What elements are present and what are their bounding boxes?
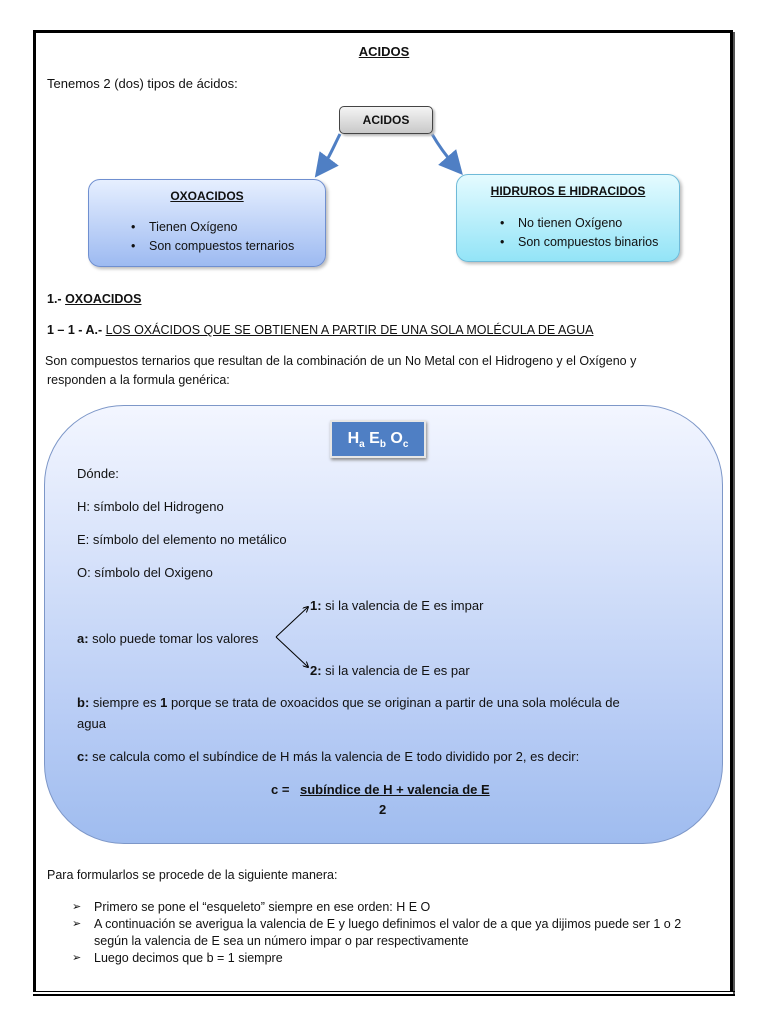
e-definition: E: símbolo del elemento no metálico [77,532,287,547]
procedure-item-text-line-2: según la valencia de E sea un número impar o par respectivamente [94,934,469,948]
arrow-bullet-icon: ➢ [72,901,82,913]
hidruros-box-list [492,214,658,252]
arrow-bullet-icon: ➢ [72,952,82,964]
c-equation-denominator: 2 [379,802,387,817]
procedure-item-text: A continuación se averigua la valencia de E y luego definimos el valor de a que ya dijimos puede ser 1 o 2 [94,917,682,931]
b-definition [77,695,620,710]
page-title: ACIDOS [358,44,410,59]
section-1-title: OXOACIDOS [65,292,142,306]
list-item: • Son compuestos binarios [492,233,658,252]
list-item [72,916,681,950]
a-option-2-number: 2: [310,663,322,678]
formula-o: O [390,430,403,447]
b-one: 1 [160,695,168,710]
section-1-number: 1.- [47,292,62,306]
a-text: solo puede tomar los valores [88,631,259,646]
a-label: a: [77,631,89,646]
bottom-rule [33,991,735,992]
diagram-root-label: ACIDOS [362,113,410,127]
a-option-1 [310,598,483,613]
donde-label: Dónde: [77,466,119,481]
a-definition [77,631,258,646]
a-option-2 [310,663,470,678]
intro-text: Tenemos 2 (dos) tipos de ácidos: [47,76,238,91]
c-label: c: [77,749,89,764]
b-label: b: [77,695,90,710]
c-equation-numerator: subíndice de H + valencia de E [300,782,490,797]
a-option-1-text: si la valencia de E es impar [321,598,484,613]
formula-a: a [359,439,365,451]
list-item [72,950,681,967]
a-option-2-text: si la valencia de E es par [321,663,470,678]
section-1-1-title: LOS OXÁCIDOS QUE SE OBTIENEN A PARTIR DE UNA SOLA MOLÉCULA DE AGUA [105,323,594,337]
arrow-to-1 [276,607,308,637]
diagram-root-box [339,106,433,134]
procedure-item-text: Luego decimos que b = 1 siempre [94,951,283,965]
list-item: • Tienen Oxígeno [123,218,294,237]
list-item: • No tienen Oxígeno [492,214,658,233]
procedure-item-text: Primero se pone el “esqueleto” siempre en ese orden: H E O [94,900,431,914]
procedure-list [72,899,681,967]
arrow-bullet-icon: ➢ [72,918,82,930]
procedure-heading: Para formularlos se procede de la siguiente manera: [47,868,338,882]
formula-b: b [379,439,386,451]
bottom-rule-thick [33,994,735,996]
c-text: se calcula como el subíndice de H más la valencia de E todo dividido por 2, es decir: [88,749,580,764]
c-equation-left: c = [271,782,290,797]
diagram-hidruros-box [456,174,680,262]
a-option-1-number: 1: [310,598,322,613]
list-item [72,899,681,916]
formula-panel [44,405,723,844]
diagram-oxoacidos-box [88,179,326,267]
c-definition [77,749,579,764]
generic-formula [330,420,426,458]
hidruros-box-title: HIDRUROS E HIDRACIDOS [490,184,646,198]
b-definition-line-2: agua [77,716,106,731]
arrow-right [432,134,455,166]
b-text-1: siempre es [89,695,161,710]
arrow-to-2 [276,637,308,667]
section-1-1-heading [47,323,593,337]
section-1-1-number: 1 – 1 - A.- [47,323,103,337]
description-line-2: responden a la formula genérica: [47,373,230,387]
formula-h: H [347,430,360,447]
section-1-heading [47,292,141,306]
description-line-1: Son compuestos ternarios que resultan de la combinación de un No Metal con el Hidrogeno y el Oxígeno y [45,354,637,368]
list-item: • Son compuestos ternarios [123,237,294,256]
h-definition: H: símbolo del Hidrogeno [77,499,224,514]
o-definition: O: símbolo del Oxigeno [77,565,213,580]
arrow-left [322,134,340,168]
oxoacidos-box-title: OXOACIDOS [170,189,244,203]
b-text-2: porque se trata de oxoacidos que se originan a partir de una sola molécula de [167,695,620,710]
formula-c: c [402,439,409,451]
formula-e: E [369,430,380,447]
oxoacidos-box-list [123,218,294,256]
